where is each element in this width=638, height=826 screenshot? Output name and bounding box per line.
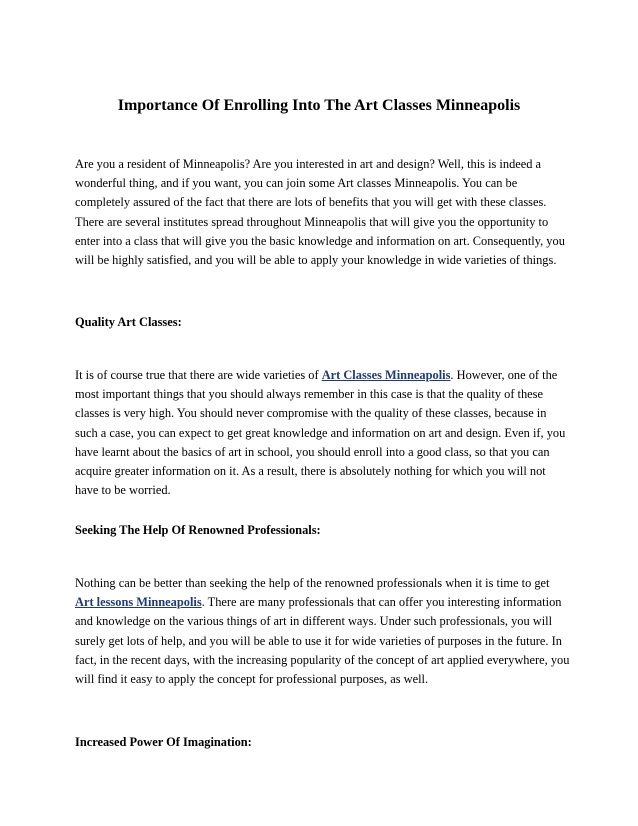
section-heading-imagination: Increased Power Of Imagination: — [75, 735, 252, 749]
paragraph-text: It is of course true that there are wide varieties of — [75, 368, 322, 382]
art-lessons-minneapolis-link[interactable]: Art lessons Minneapolis — [75, 595, 202, 610]
paragraph-text: Nothing can be better than seeking the help of the renowned professionals when it is time to get — [75, 576, 550, 590]
paragraph-text: . There are many professionals that can offer you interesting information and knowledge on the various things of art in different ways. Under such professionals, you will surely get lots of help, and you will be able to use it for wide varieties of purposes in the future. In fact, in the recent days, with the increasing popularity of the concept of art applied everywhere, you will find it easy to apply the concept for professional purposes, as well. — [75, 595, 570, 687]
paragraph-text: . However, one of the most important things that you should always remember in this case is that the quality of these classes is very high. You should never compromise with the quality of these classes, because in such a case, you can expect to get great knowledge and information on art and design. Even if, you have learnt about the basics of art in school, you should enroll into a good class, so that you can acquire greater information on it. As a result, there is absolutely nothing for which you will not have to be worried. — [75, 368, 566, 498]
section-paragraph-professionals — [75, 574, 570, 689]
section-heading-quality: Quality Art Classes: — [75, 315, 182, 329]
intro-paragraph: Are you a resident of Minneapolis? Are you interested in art and design? Well, this is indeed a wonderful thing, and if you want, you can join some Art classes Minneapolis. You can be completely assured of the fact that there are lots of benefits that you will get with these classes. There are several institutes spread throughout Minneapolis that will give you the opportunity to enter into a class that will give you the basic knowledge and information on art. Consequently, you will be highly satisfied, and you will be able to apply your knowledge in wide varieties of things. — [75, 157, 565, 268]
document-title: Importance Of Enrolling Into The Art Classes Minneapolis — [117, 97, 521, 114]
art-classes-minneapolis-link[interactable]: Art Classes Minneapolis — [321, 368, 451, 382]
section-paragraph-quality — [75, 366, 570, 500]
section-heading-professionals: Seeking The Help Of Renowned Professionals: — [75, 523, 321, 537]
